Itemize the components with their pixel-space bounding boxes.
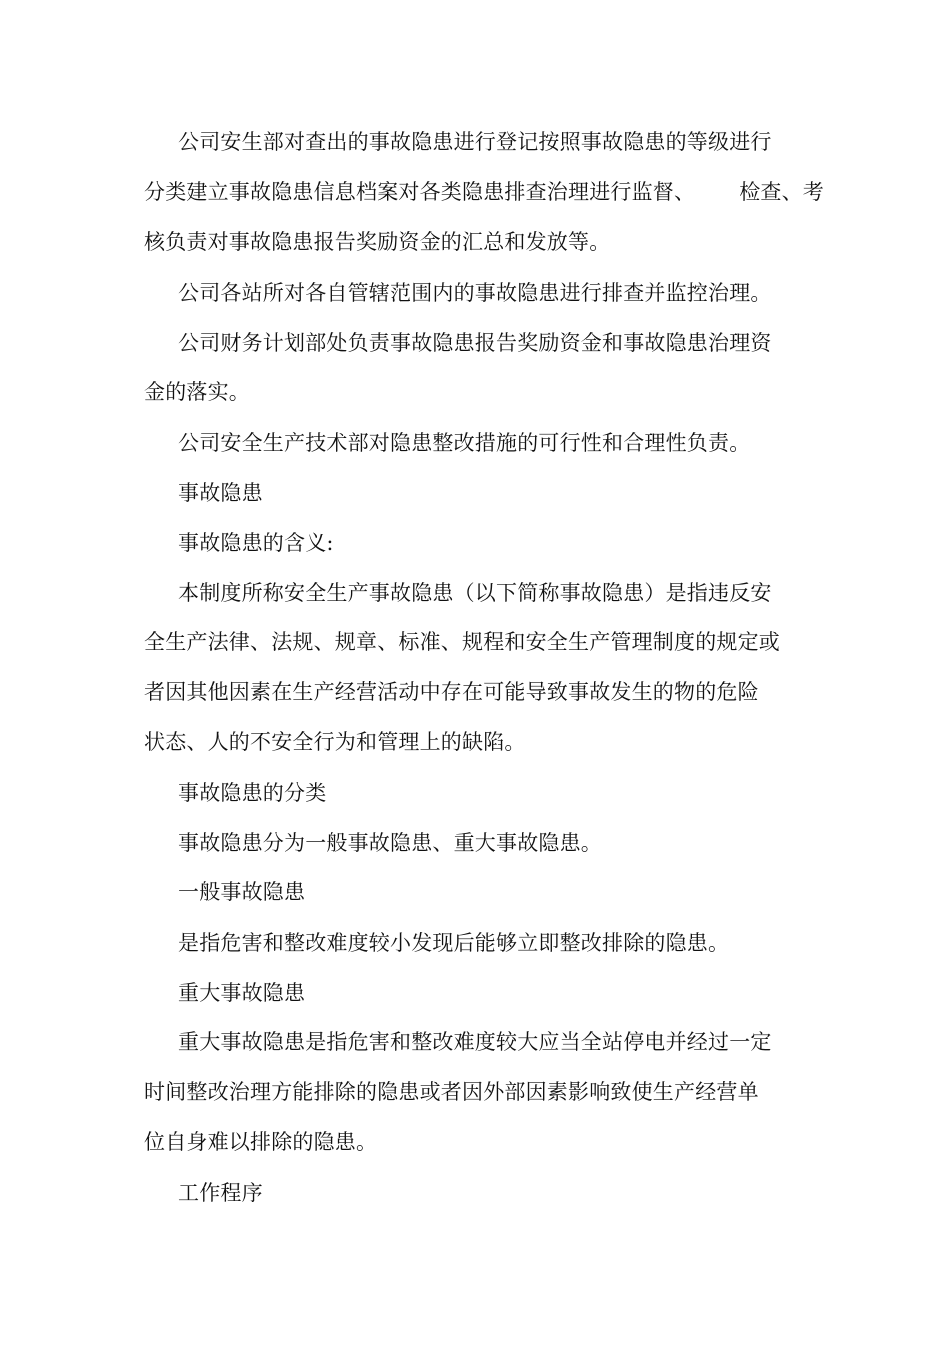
paragraph-line: 重大事故隐患是指危害和整改难度较大应当全站停电并经过一定: [178, 1030, 772, 1054]
paragraph-line: 全生产法律、法规、规章、标准、规程和安全生产管理制度的规定或: [144, 630, 780, 654]
paragraph-line: 位自身难以排除的隐患。: [144, 1130, 378, 1154]
paragraph-line: 公司安全生产技术部对隐患整改措施的可行性和合理性负责。: [178, 431, 751, 455]
section-heading: 事故隐患的含义:: [178, 531, 334, 555]
paragraph-line: 公司安生部对查出的事故隐患进行登记按照事故隐患的等级进行: [178, 130, 772, 154]
paragraph-line: 核负责对事故隐患报告奖励资金的汇总和发放等。: [144, 230, 611, 254]
section-heading: 事故隐患: [178, 481, 263, 505]
paragraph-line: 状态、人的不安全行为和管理上的缺陷。: [144, 730, 526, 754]
section-heading: 事故隐患的分类: [178, 781, 327, 805]
paragraph-line: 公司各站所对各自管辖范围内的事故隐患进行排查并监控治理。: [178, 281, 772, 305]
paragraph-text: 检查、考: [739, 180, 825, 204]
paragraph-line: 公司财务计划部处负责事故隐患报告奖励资金和事故隐患治理资: [178, 331, 772, 355]
paragraph-line: [144, 178, 824, 206]
paragraph-text: 分类建立事故隐患信息档案对各类隐患排查治理进行监督、: [144, 180, 696, 204]
section-heading: 重大事故隐患: [178, 981, 306, 1005]
section-heading: 工作程序: [178, 1181, 263, 1205]
paragraph-line: 者因其他因素在生产经营活动中存在可能导致事故发生的物的危险: [144, 680, 759, 704]
paragraph-line: 是指危害和整改难度较小发现后能够立即整改排除的隐患。: [178, 931, 730, 955]
section-heading: 一般事故隐患: [178, 880, 306, 904]
paragraph-line: 本制度所称安全生产事故隐患（以下简称事故隐患）是指违反安: [178, 581, 772, 605]
paragraph-line: 时间整改治理方能排除的隐患或者因外部因素影响致使生产经营单: [144, 1080, 759, 1104]
paragraph-line: 事故隐患分为一般事故隐患、重大事故隐患。: [178, 831, 602, 855]
paragraph-line: 金的落实。: [144, 380, 250, 404]
